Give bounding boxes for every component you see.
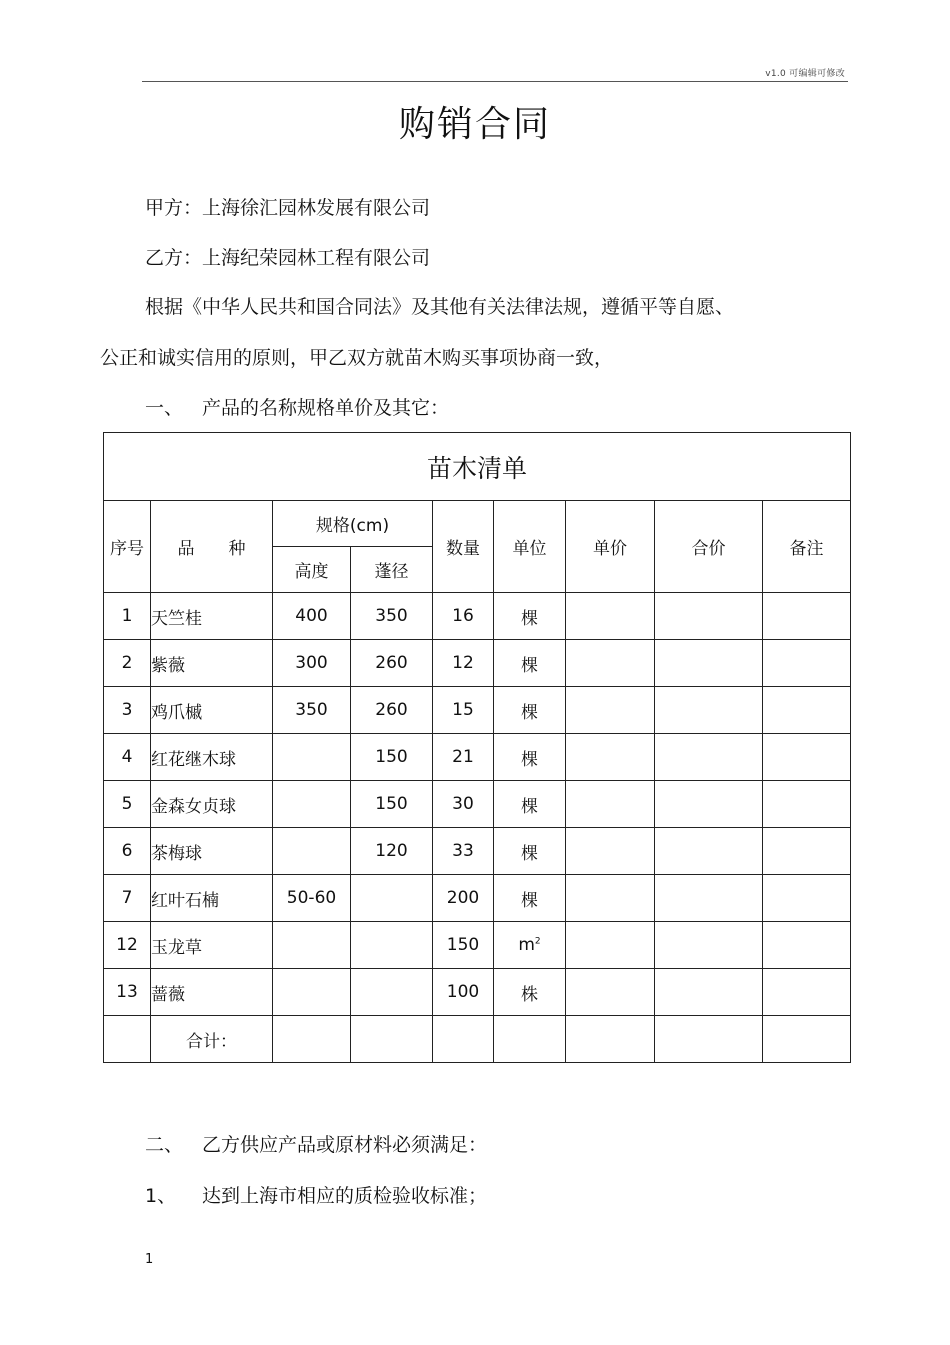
cell-total <box>655 781 763 828</box>
cell-variety: 金森女贞球 <box>151 781 273 828</box>
cell-price <box>566 734 655 781</box>
page-title: 购销合同 <box>398 104 551 145</box>
table-row <box>104 734 851 781</box>
cell-price <box>566 640 655 687</box>
cell-seq: 6 <box>104 828 151 875</box>
cell-price <box>566 969 655 1016</box>
cell-height <box>273 969 351 1016</box>
cell-price <box>566 828 655 875</box>
cell-variety: 红花继木球 <box>151 734 273 781</box>
section-1-text: 产品的名称规格单价及其它： <box>202 397 450 419</box>
cell-total <box>655 969 763 1016</box>
cell-crown: 260 <box>351 640 433 687</box>
cell-remark <box>763 781 851 828</box>
cell-total <box>655 593 763 640</box>
section-1-heading <box>145 393 449 420</box>
cell-height <box>273 781 351 828</box>
cell-remark <box>763 687 851 734</box>
cell-remark <box>763 828 851 875</box>
cell-variety: 鸡爪槭 <box>151 687 273 734</box>
table-row <box>104 687 851 734</box>
cell-seq: 13 <box>104 969 151 1016</box>
cell-qty: 16 <box>433 593 494 640</box>
cell-seq: 3 <box>104 687 151 734</box>
table-row <box>104 593 851 640</box>
cell-crown: 150 <box>351 781 433 828</box>
version-label: v1.0 可编辑可修改 <box>765 69 845 79</box>
page-number: 1 <box>145 1252 154 1267</box>
header-unit: 单位 <box>494 501 566 593</box>
header-remark: 备注 <box>763 501 851 593</box>
table-row <box>104 922 851 969</box>
cell-variety: 红叶石楠 <box>151 875 273 922</box>
section-2-number: 二、 <box>145 1134 184 1156</box>
cell-remark <box>763 969 851 1016</box>
cell-remark <box>763 875 851 922</box>
cell-crown: 260 <box>351 687 433 734</box>
cell-remark <box>763 593 851 640</box>
cell-seq: 2 <box>104 640 151 687</box>
section-2-heading <box>145 1130 487 1157</box>
header-variety: 品 种 <box>151 501 273 593</box>
table-row <box>104 828 851 875</box>
cell-qty: 12 <box>433 640 494 687</box>
cell-crown: 150 <box>351 734 433 781</box>
cell-remark <box>763 922 851 969</box>
cell-seq: 12 <box>104 922 151 969</box>
cell-seq: 1 <box>104 593 151 640</box>
item-1-text: 达到上海市相应的质检验收标准； <box>202 1185 488 1207</box>
table-row <box>104 640 851 687</box>
cell-total <box>655 640 763 687</box>
cell-variety: 茶梅球 <box>151 828 273 875</box>
header-rule <box>142 81 848 82</box>
header-height: 高度 <box>273 547 351 593</box>
item-1-number: 1、 <box>145 1185 177 1207</box>
cell-height <box>273 734 351 781</box>
header-qty: 数量 <box>433 501 494 593</box>
cell-variety: 紫薇 <box>151 640 273 687</box>
header-price: 单价 <box>566 501 655 593</box>
cell-total <box>655 828 763 875</box>
cell-remark <box>763 734 851 781</box>
cell-seq: 5 <box>104 781 151 828</box>
preamble-line-1: 根据《中华人民共和国合同法》及其他有关法律法规，遵循平等自愿、 <box>145 296 735 318</box>
cell-total <box>655 687 763 734</box>
table-row <box>104 781 851 828</box>
seedling-table <box>103 432 851 1063</box>
table-caption: 苗木清单 <box>104 433 851 501</box>
cell-qty: 21 <box>433 734 494 781</box>
header-crown: 蓬径 <box>351 547 433 593</box>
cell-qty: 30 <box>433 781 494 828</box>
cell-price <box>566 593 655 640</box>
preamble-line-2: 公正和诚实信用的原则，甲乙双方就苗木购买事项协商一致， <box>100 347 614 369</box>
cell-variety: 天竺桂 <box>151 593 273 640</box>
party-a: 甲方：上海徐汇园林发展有限公司 <box>145 197 431 219</box>
cell-price <box>566 687 655 734</box>
cell-qty: 33 <box>433 828 494 875</box>
cell-height <box>273 922 351 969</box>
cell-unit: 棵 <box>494 828 566 875</box>
cell-unit: 棵 <box>494 687 566 734</box>
header-spec: 规格(cm) <box>273 501 433 547</box>
cell-variety: 玉龙草 <box>151 922 273 969</box>
cell-qty: 200 <box>433 875 494 922</box>
cell-crown: 350 <box>351 593 433 640</box>
header-seq: 序号 <box>104 501 151 593</box>
cell-unit: 株 <box>494 969 566 1016</box>
cell-price <box>566 875 655 922</box>
cell-unit: 棵 <box>494 781 566 828</box>
cell-variety: 蔷薇 <box>151 969 273 1016</box>
cell-crown: 120 <box>351 828 433 875</box>
section-2-text: 乙方供应产品或原材料必须满足： <box>202 1134 488 1156</box>
cell-qty: 15 <box>433 687 494 734</box>
section-1-number: 一、 <box>145 397 184 419</box>
cell-crown <box>351 922 433 969</box>
cell-qty: 100 <box>433 969 494 1016</box>
cell-height: 300 <box>273 640 351 687</box>
header-total: 合价 <box>655 501 763 593</box>
section-2-item-1 <box>145 1181 487 1208</box>
cell-total <box>655 734 763 781</box>
cell-crown <box>351 875 433 922</box>
cell-qty: 150 <box>433 922 494 969</box>
cell-height: 350 <box>273 687 351 734</box>
cell-height: 50-60 <box>273 875 351 922</box>
cell-seq: 7 <box>104 875 151 922</box>
table-row <box>104 969 851 1016</box>
cell-total <box>655 875 763 922</box>
cell-total <box>655 922 763 969</box>
party-b: 乙方：上海纪荣园林工程有限公司 <box>145 247 431 269</box>
cell-crown <box>351 969 433 1016</box>
cell-unit: 棵 <box>494 734 566 781</box>
cell-price <box>566 781 655 828</box>
total-label: 合计： <box>151 1016 273 1063</box>
cell-height: 400 <box>273 593 351 640</box>
cell-remark <box>763 640 851 687</box>
total-row-seq <box>104 1016 151 1063</box>
cell-price <box>566 922 655 969</box>
cell-height <box>273 828 351 875</box>
cell-seq: 4 <box>104 734 151 781</box>
cell-unit: 棵 <box>494 593 566 640</box>
cell-unit: $m^2$ <box>494 922 566 969</box>
cell-unit: 棵 <box>494 875 566 922</box>
table-row <box>104 875 851 922</box>
cell-unit: 棵 <box>494 640 566 687</box>
unit-superscript: 2 <box>534 936 541 947</box>
